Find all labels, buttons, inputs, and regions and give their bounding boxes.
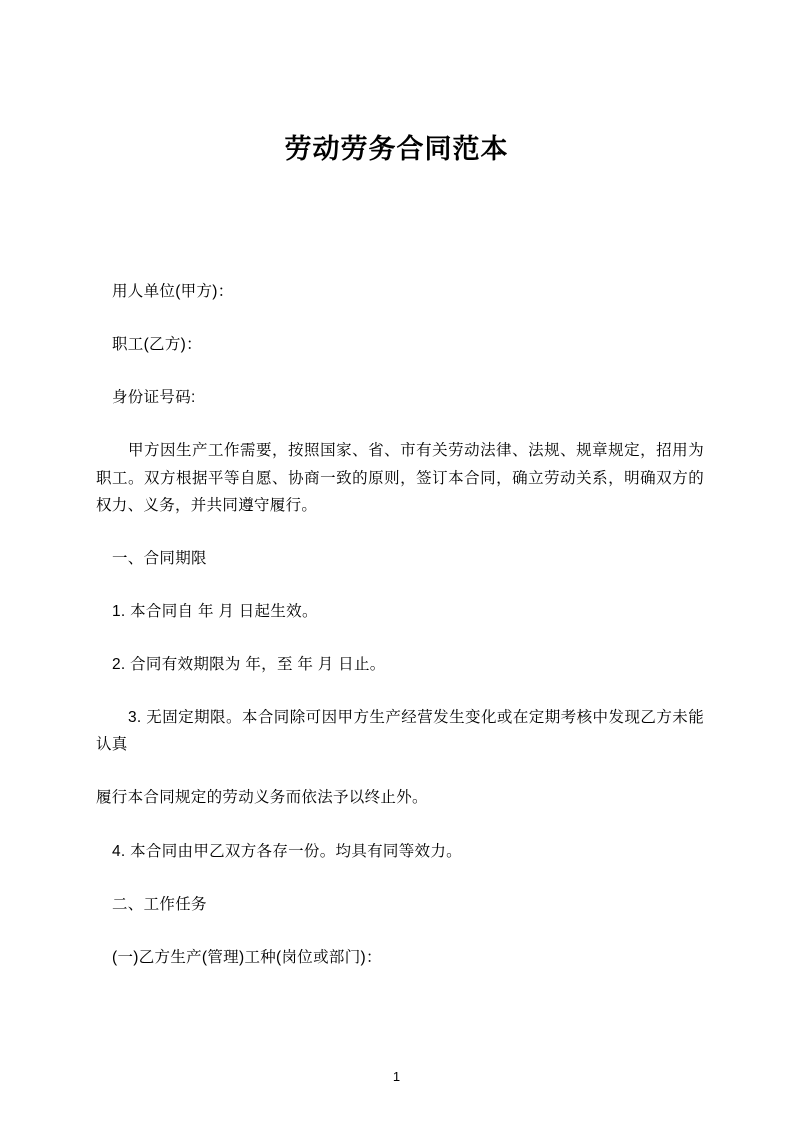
heading-section-one: 一、合同期限 bbox=[112, 549, 207, 567]
paragraph-clause-1-3-continued: 履行本合同规定的劳动义务而依法予以终止外。 bbox=[96, 789, 428, 807]
paragraph-clause-1-2: 2. 合同有效期限为 年，至 年 月 日止。 bbox=[112, 656, 386, 673]
paragraph-clause-2-1: (一)乙方生产(管理)工种(岗位或部门)： bbox=[112, 948, 382, 966]
paragraph-id-number: 身份证号码: bbox=[112, 389, 196, 407]
paragraph-preamble: 甲方因生产工作需要，按照国家、省、市有关劳动法律、法规、规章规定，招用为职工。双方根据平等自愿、协商一致的原则，签订本合同，确立劳动关系，明确双方的权力、义务，并共同遵守履行。 bbox=[96, 442, 704, 514]
paragraph-employer: 用人单位(甲方)： bbox=[112, 283, 234, 300]
page-title: 劳动劳务合同范本 bbox=[284, 134, 509, 164]
paragraph-clause-1-4: 4. 本合同由甲乙双方各存一份。均具有同等效力。 bbox=[112, 842, 462, 860]
paragraph-clause-1-1: 1. 本合同自 年 月 日起生效。 bbox=[112, 602, 318, 620]
heading-section-two: 二、工作任务 bbox=[112, 895, 207, 913]
paragraph-employee: 职工(乙方)： bbox=[112, 336, 202, 354]
document-body bbox=[96, 278, 704, 997]
paragraph-clause-1-3: 3. 无固定期限。本合同除可因甲方生产经营发生变化或在定期考核中发现乙方未能认真 bbox=[96, 709, 704, 754]
page-number: 1 bbox=[392, 1069, 401, 1084]
